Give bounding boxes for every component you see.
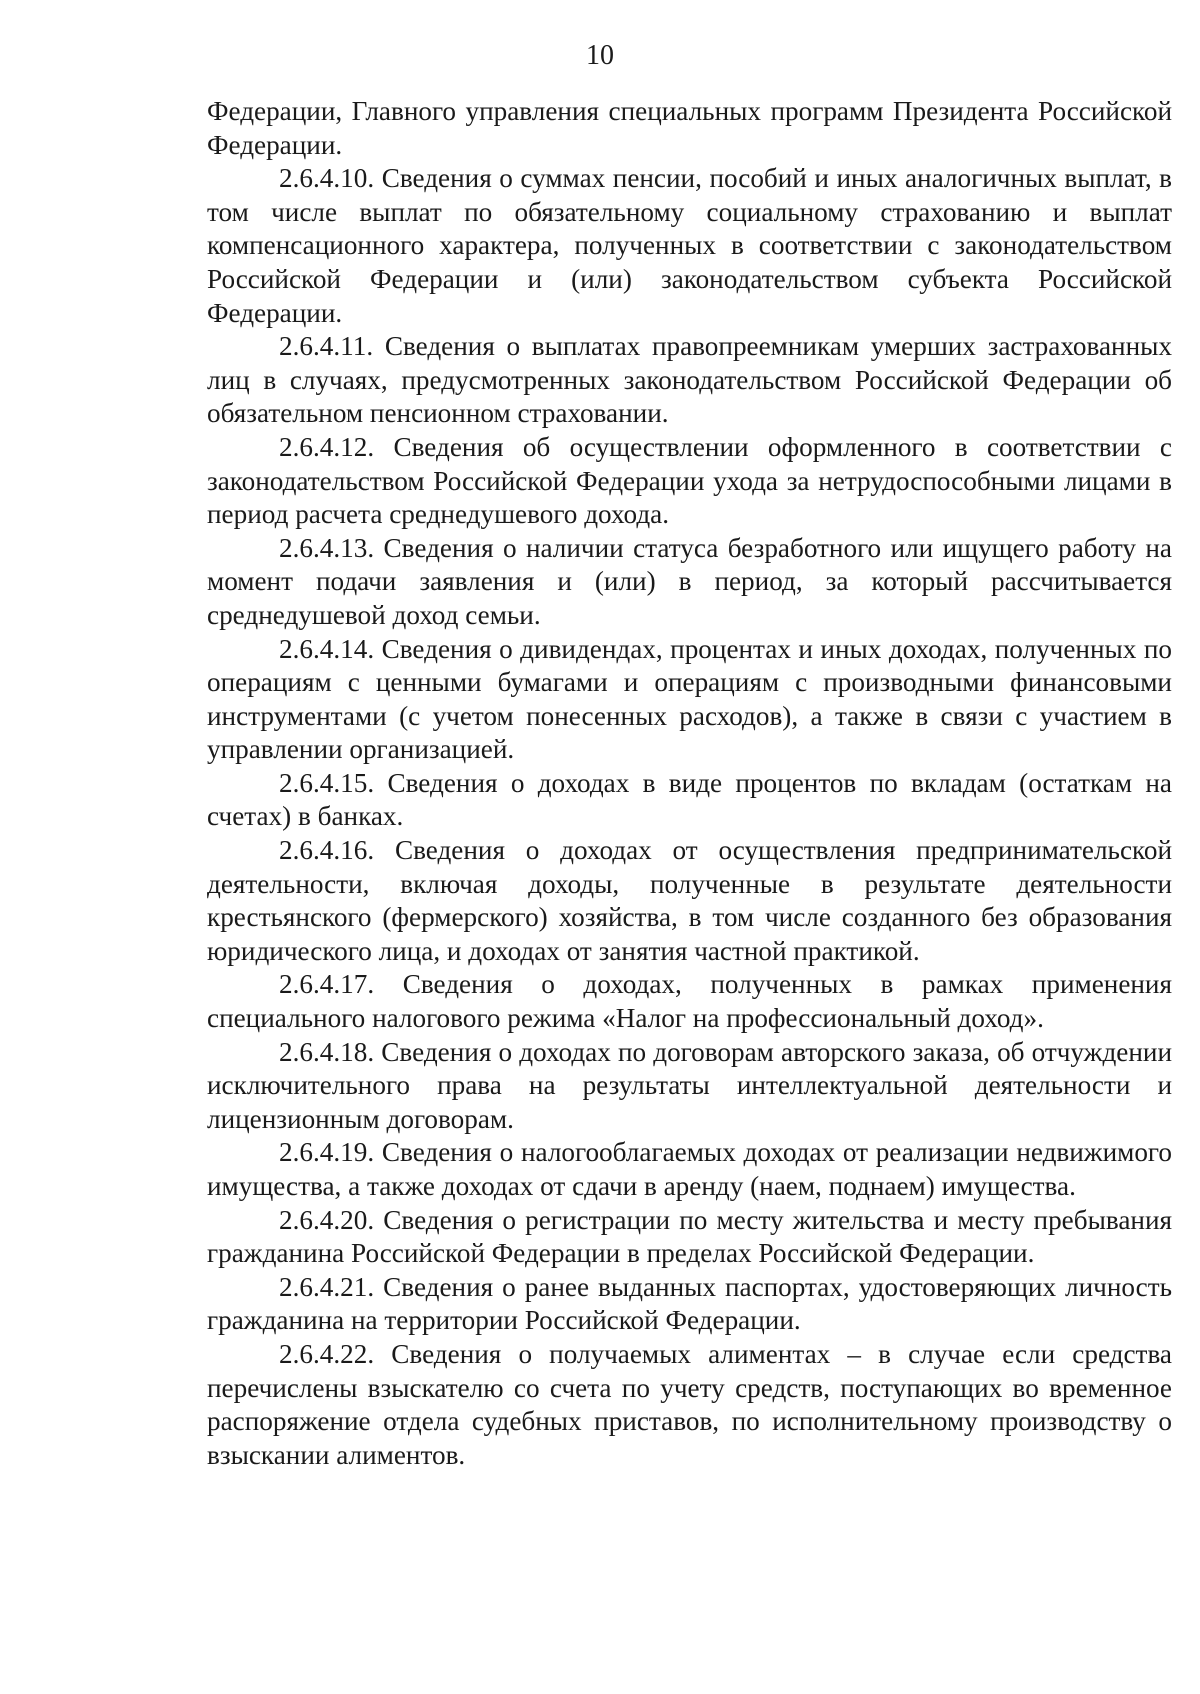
paragraph-2-6-4-17: 2.6.4.17. Сведения о доходах, полученных в рамках применения специального налогового режима «Налог на профессиональный доход».: [207, 969, 1172, 1034]
document-body: [207, 95, 1172, 1472]
paragraph-2-6-4-11: 2.6.4.11. Сведения о выплатах правопреемникам умерших застрахованных лиц в случаях, предусмотренных законодательством Российской Федерации об обязательном пенсионном страховании.: [207, 331, 1172, 429]
paragraph-2-6-4-10: 2.6.4.10. Сведения о суммах пенсии, пособий и иных аналогичных выплат, в том числе выплат по обязательному социальному страхованию и выплат компенсационного характера, полученных в соответствии с законодательством Российской Федерации и (или) законодательством субъекта Российской Федерации.: [207, 163, 1172, 328]
paragraph-2-6-4-19: 2.6.4.19. Сведения о налогооблагаемых доходах от реализации недвижимого имущества, а также доходах от сдачи в аренду (наем, поднаем) имущества.: [207, 1137, 1172, 1201]
paragraph-2-6-4-18: 2.6.4.18. Сведения о доходах по договорам авторского заказа, об отчуждении исключительного права на результаты интеллектуальной деятельности и лицензионным договорам.: [207, 1036, 1172, 1134]
paragraph-2-6-4-22: 2.6.4.22. Сведения о получаемых алиментах – в случае если средства перечислены взыскателю со счета по учету средств, поступающих во временное распоряжение отдела судебных приставов, по исполнительному производству о взыскании алиментов.: [207, 1338, 1172, 1470]
page-number: 10: [586, 40, 614, 71]
paragraph-2-6-4-20: 2.6.4.20. Сведения о регистрации по месту жительства и месту пребывания гражданина Российской Федерации в пределах Российской Федерации.: [207, 1204, 1172, 1269]
paragraph-2-6-4-13: 2.6.4.13. Сведения о наличии статуса безработного или ищущего работу на момент подачи заявления и (или) в период, за который рассчитывается среднедушевой доход семьи.: [207, 532, 1172, 630]
paragraph-2-6-4-15: 2.6.4.15. Сведения о доходах в виде процентов по вкладам (остаткам на счетах) в банках.: [207, 767, 1172, 832]
paragraph-2-6-4-16: 2.6.4.16. Сведения о доходах от осуществления предпринимательской деятельности, включая доходы, полученные в результате деятельности крестьянского (фермерского) хозяйства, в том числе созданного без образования юридического лица, и доходах от занятия частной практикой.: [207, 835, 1172, 966]
paragraph-2-6-4-14: 2.6.4.14. Сведения о дивидендах, процентах и иных доходах, полученных по операциям с ценными бумагами и операциям с производными финансовыми инструментами (с учетом понесенных расходов), а также в связи с участием в управлении организацией.: [207, 633, 1172, 765]
paragraph-2-6-4-21: 2.6.4.21. Сведения о ранее выданных паспортах, удостоверяющих личность гражданина на территории Российской Федерации.: [207, 1271, 1172, 1336]
paragraph-2-6-4-12: 2.6.4.12. Сведения об осуществлении оформленного в соответствии с законодательством Российской Федерации ухода за нетрудоспособными лицами в период расчета среднедушевого дохода.: [207, 431, 1172, 530]
paragraph-continuation: Федерации, Главного управления специальных программ Президента Российской Федерации.: [207, 96, 1172, 160]
